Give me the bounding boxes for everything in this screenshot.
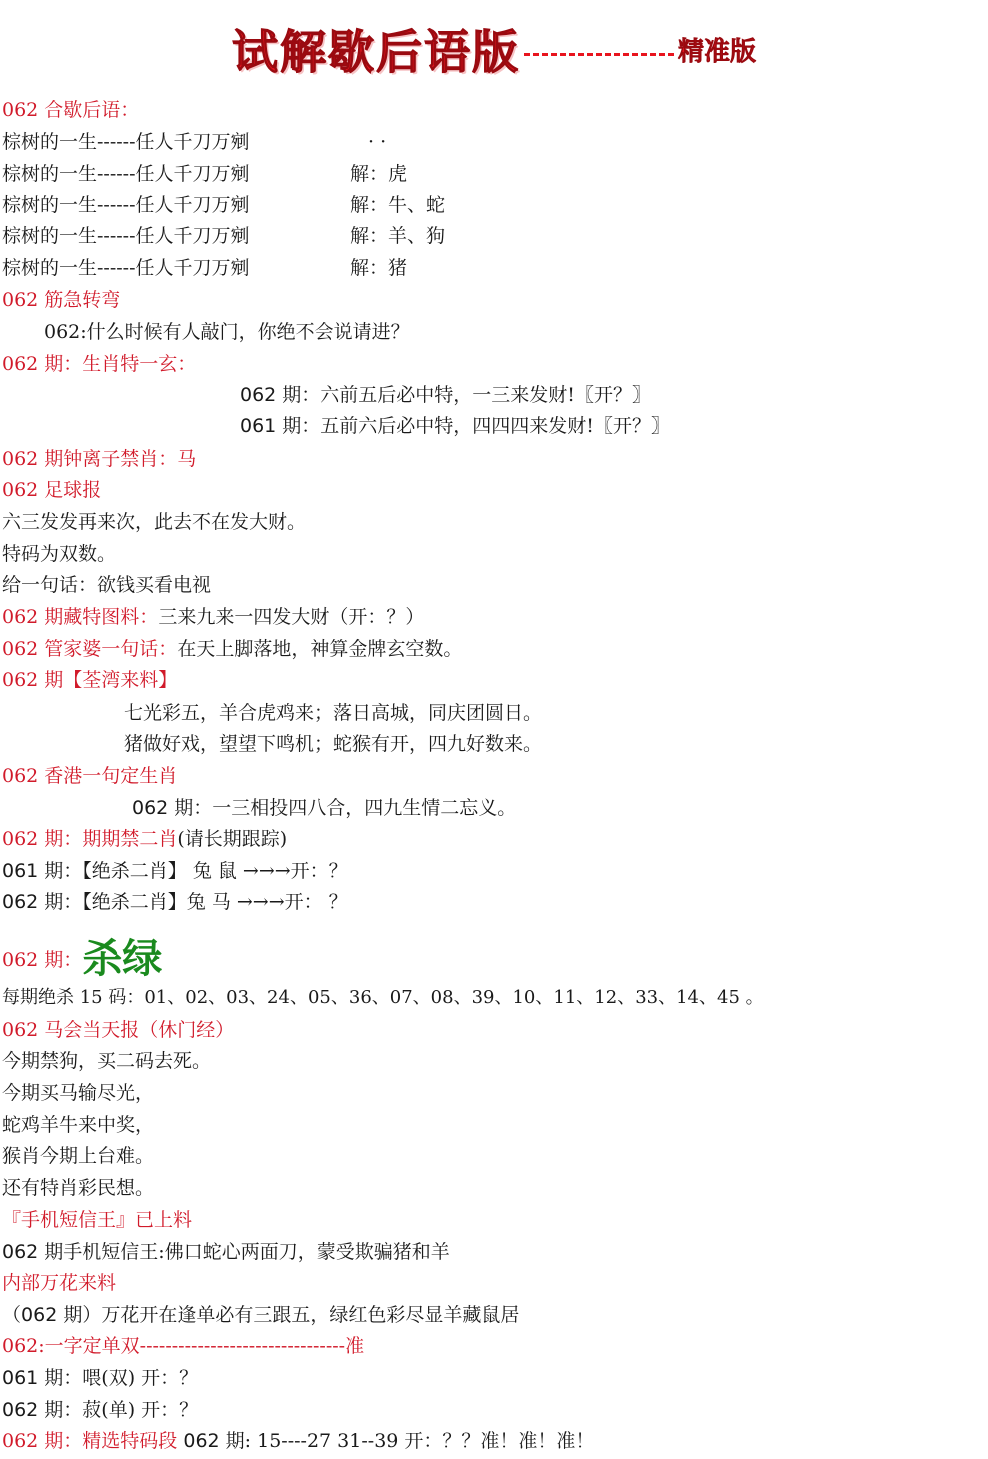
poem-line: 七光彩五，羊合虎鸡来；落日高城，同庆团圆日。 xyxy=(124,702,543,724)
title-divider xyxy=(524,53,674,56)
text-line: 给一句话：欲钱买看电视 xyxy=(2,574,212,596)
poem-line: 猪做好戏，望望下鸣机；蛇猴有开，四九好数来。 xyxy=(124,733,543,755)
riddle-text: 棕树的一生------任人千刀万剜 xyxy=(2,257,250,279)
section-heading: 062 期钟离子禁肖：马 xyxy=(2,448,197,470)
section-text: 期：菽(单) 开：？ xyxy=(38,1399,199,1421)
text-line: 特码为双数。 xyxy=(2,543,117,565)
riddle-line xyxy=(2,253,408,283)
section-text: 期：喂(双) 开：？ xyxy=(38,1367,199,1389)
section-text: 三来九来一四发大财（开：？） xyxy=(158,606,425,628)
section-note: (请长期跟踪) xyxy=(177,828,288,850)
section-heading: 062 合歇后语： xyxy=(2,99,140,121)
riddle-answer: 解：猪 xyxy=(350,257,408,279)
text-line: 今期买马输尽光， xyxy=(2,1082,155,1104)
zodiac-line xyxy=(240,411,670,441)
issue-number: 062 xyxy=(21,1304,58,1326)
riddle-line xyxy=(2,221,446,251)
riddle-answer: 解：羊、狗 xyxy=(350,225,446,247)
text-line xyxy=(2,602,424,632)
riddle-text: 棕树的一生------任人千刀万剜 xyxy=(2,194,250,216)
section-heading: 062 期：精选特码段 xyxy=(2,1430,178,1452)
issue-label: 062 期： xyxy=(2,949,83,971)
zodiac-line xyxy=(240,380,651,410)
text-line: 蛇鸡羊牛来中奖， xyxy=(2,1114,155,1136)
section-heading: 062 期：生肖特一玄： xyxy=(2,353,197,375)
riddle-line xyxy=(2,127,387,157)
text-line xyxy=(2,1363,198,1393)
riddle-answer: 解：牛、蛇 xyxy=(350,194,446,216)
section-heading: 062 筋急转弯 xyxy=(2,289,121,311)
section-heading: 062 马会当天报（休门经） xyxy=(2,1019,235,1041)
text-line xyxy=(2,887,348,917)
text-line xyxy=(2,1426,594,1456)
text-line: 猴肖今期上台难。 xyxy=(2,1145,155,1167)
section-text: 在天上脚落地，神算金牌玄空数。 xyxy=(177,638,463,660)
issue-number: 061 xyxy=(240,415,277,437)
highlight-title: 杀绿 xyxy=(82,935,163,982)
section-text: 期手机短信王:佛口蛇心两面刀，蒙受欺骗猪和羊 xyxy=(38,1241,450,1263)
issue-number: 062 xyxy=(183,1430,220,1452)
number-list: 每期绝杀 15 码：01、02、03、24、05、36、07、08、39、10、11、12、33、14、45 。 xyxy=(2,987,764,1008)
riddle-text: 棕树的一生------任人千刀万剜 xyxy=(2,131,250,153)
section-heading: 062 期藏特图料： xyxy=(2,606,159,628)
issue-number: 061 xyxy=(2,1367,39,1389)
page-title: 试解歇后语版 xyxy=(231,25,520,79)
section-heading: 062 足球报 xyxy=(2,479,102,501)
text-line xyxy=(2,824,287,854)
zodiac-text: 期：五前六后必中特，四四四来发财!〖开？〗 xyxy=(276,415,670,437)
section-heading: 内部万花来料 xyxy=(2,1272,117,1294)
issue-number: 062 xyxy=(2,891,39,913)
issue-number: 062 xyxy=(2,1399,39,1421)
riddle-dots: · · xyxy=(368,131,387,153)
text-line xyxy=(2,1395,198,1425)
issue-number: 062 xyxy=(2,1241,39,1263)
text-line xyxy=(2,936,162,982)
riddle-text: 棕树的一生------任人千刀万剜 xyxy=(2,163,250,185)
riddle-answer: 解：虎 xyxy=(350,163,408,185)
riddle-line xyxy=(2,190,446,220)
section-heading: 期期禁二肖 xyxy=(82,828,178,850)
paren-open: （ xyxy=(2,1304,22,1326)
section-heading: 062 管家婆一句话： xyxy=(2,638,178,660)
riddle-line xyxy=(2,159,408,189)
zodiac-text: 期：六前五后必中特，一三来发财!〖开？〗 xyxy=(276,384,651,406)
page-header xyxy=(0,14,988,80)
text-line xyxy=(2,856,348,886)
issue-number: 062 xyxy=(132,797,169,819)
riddle-text: 棕树的一生------任人千刀万剜 xyxy=(2,225,250,247)
section-heading: 『手机短信王』已上料 xyxy=(2,1209,193,1231)
text-line xyxy=(2,1300,519,1330)
question-line: 062:什么时候有人敲门，你绝不会说请进？ xyxy=(44,321,410,343)
issue-label: 062 期： xyxy=(2,828,83,850)
section-heading: 062 香港一句定生肖 xyxy=(2,765,178,787)
section-heading: 062:一字定单双--------------------------------准 xyxy=(2,1335,365,1357)
poem-line xyxy=(132,793,516,823)
section-text: 期: 15----27 31--39 开：？？准！准！准！ xyxy=(219,1430,595,1452)
section-text: 期：【绝杀二肖】兔 马 →→→开： ？ xyxy=(38,891,348,913)
section-heading: 062 期【荃湾来料】 xyxy=(2,669,178,691)
section-text: 期：【绝杀二肖】 兔 鼠 →→→开：？ xyxy=(38,860,348,882)
issue-number: 062 xyxy=(240,384,277,406)
page-subtitle: 精准版 xyxy=(677,37,756,67)
text-line xyxy=(2,1237,450,1267)
issue-number: 061 xyxy=(2,860,39,882)
poem-text: 期：一三相投四八合，四九生情二忘义。 xyxy=(168,797,517,819)
text-line: 六三发发再来次，此去不在发大财。 xyxy=(2,511,307,533)
text-line xyxy=(2,634,462,664)
text-line: 还有特肖彩民想。 xyxy=(2,1177,155,1199)
section-text: 期）万花开在逢单必有三跟五，绿红色彩尽显羊藏鼠居 xyxy=(57,1304,520,1326)
text-line: 今期禁狗，买二码去死。 xyxy=(2,1050,212,1072)
